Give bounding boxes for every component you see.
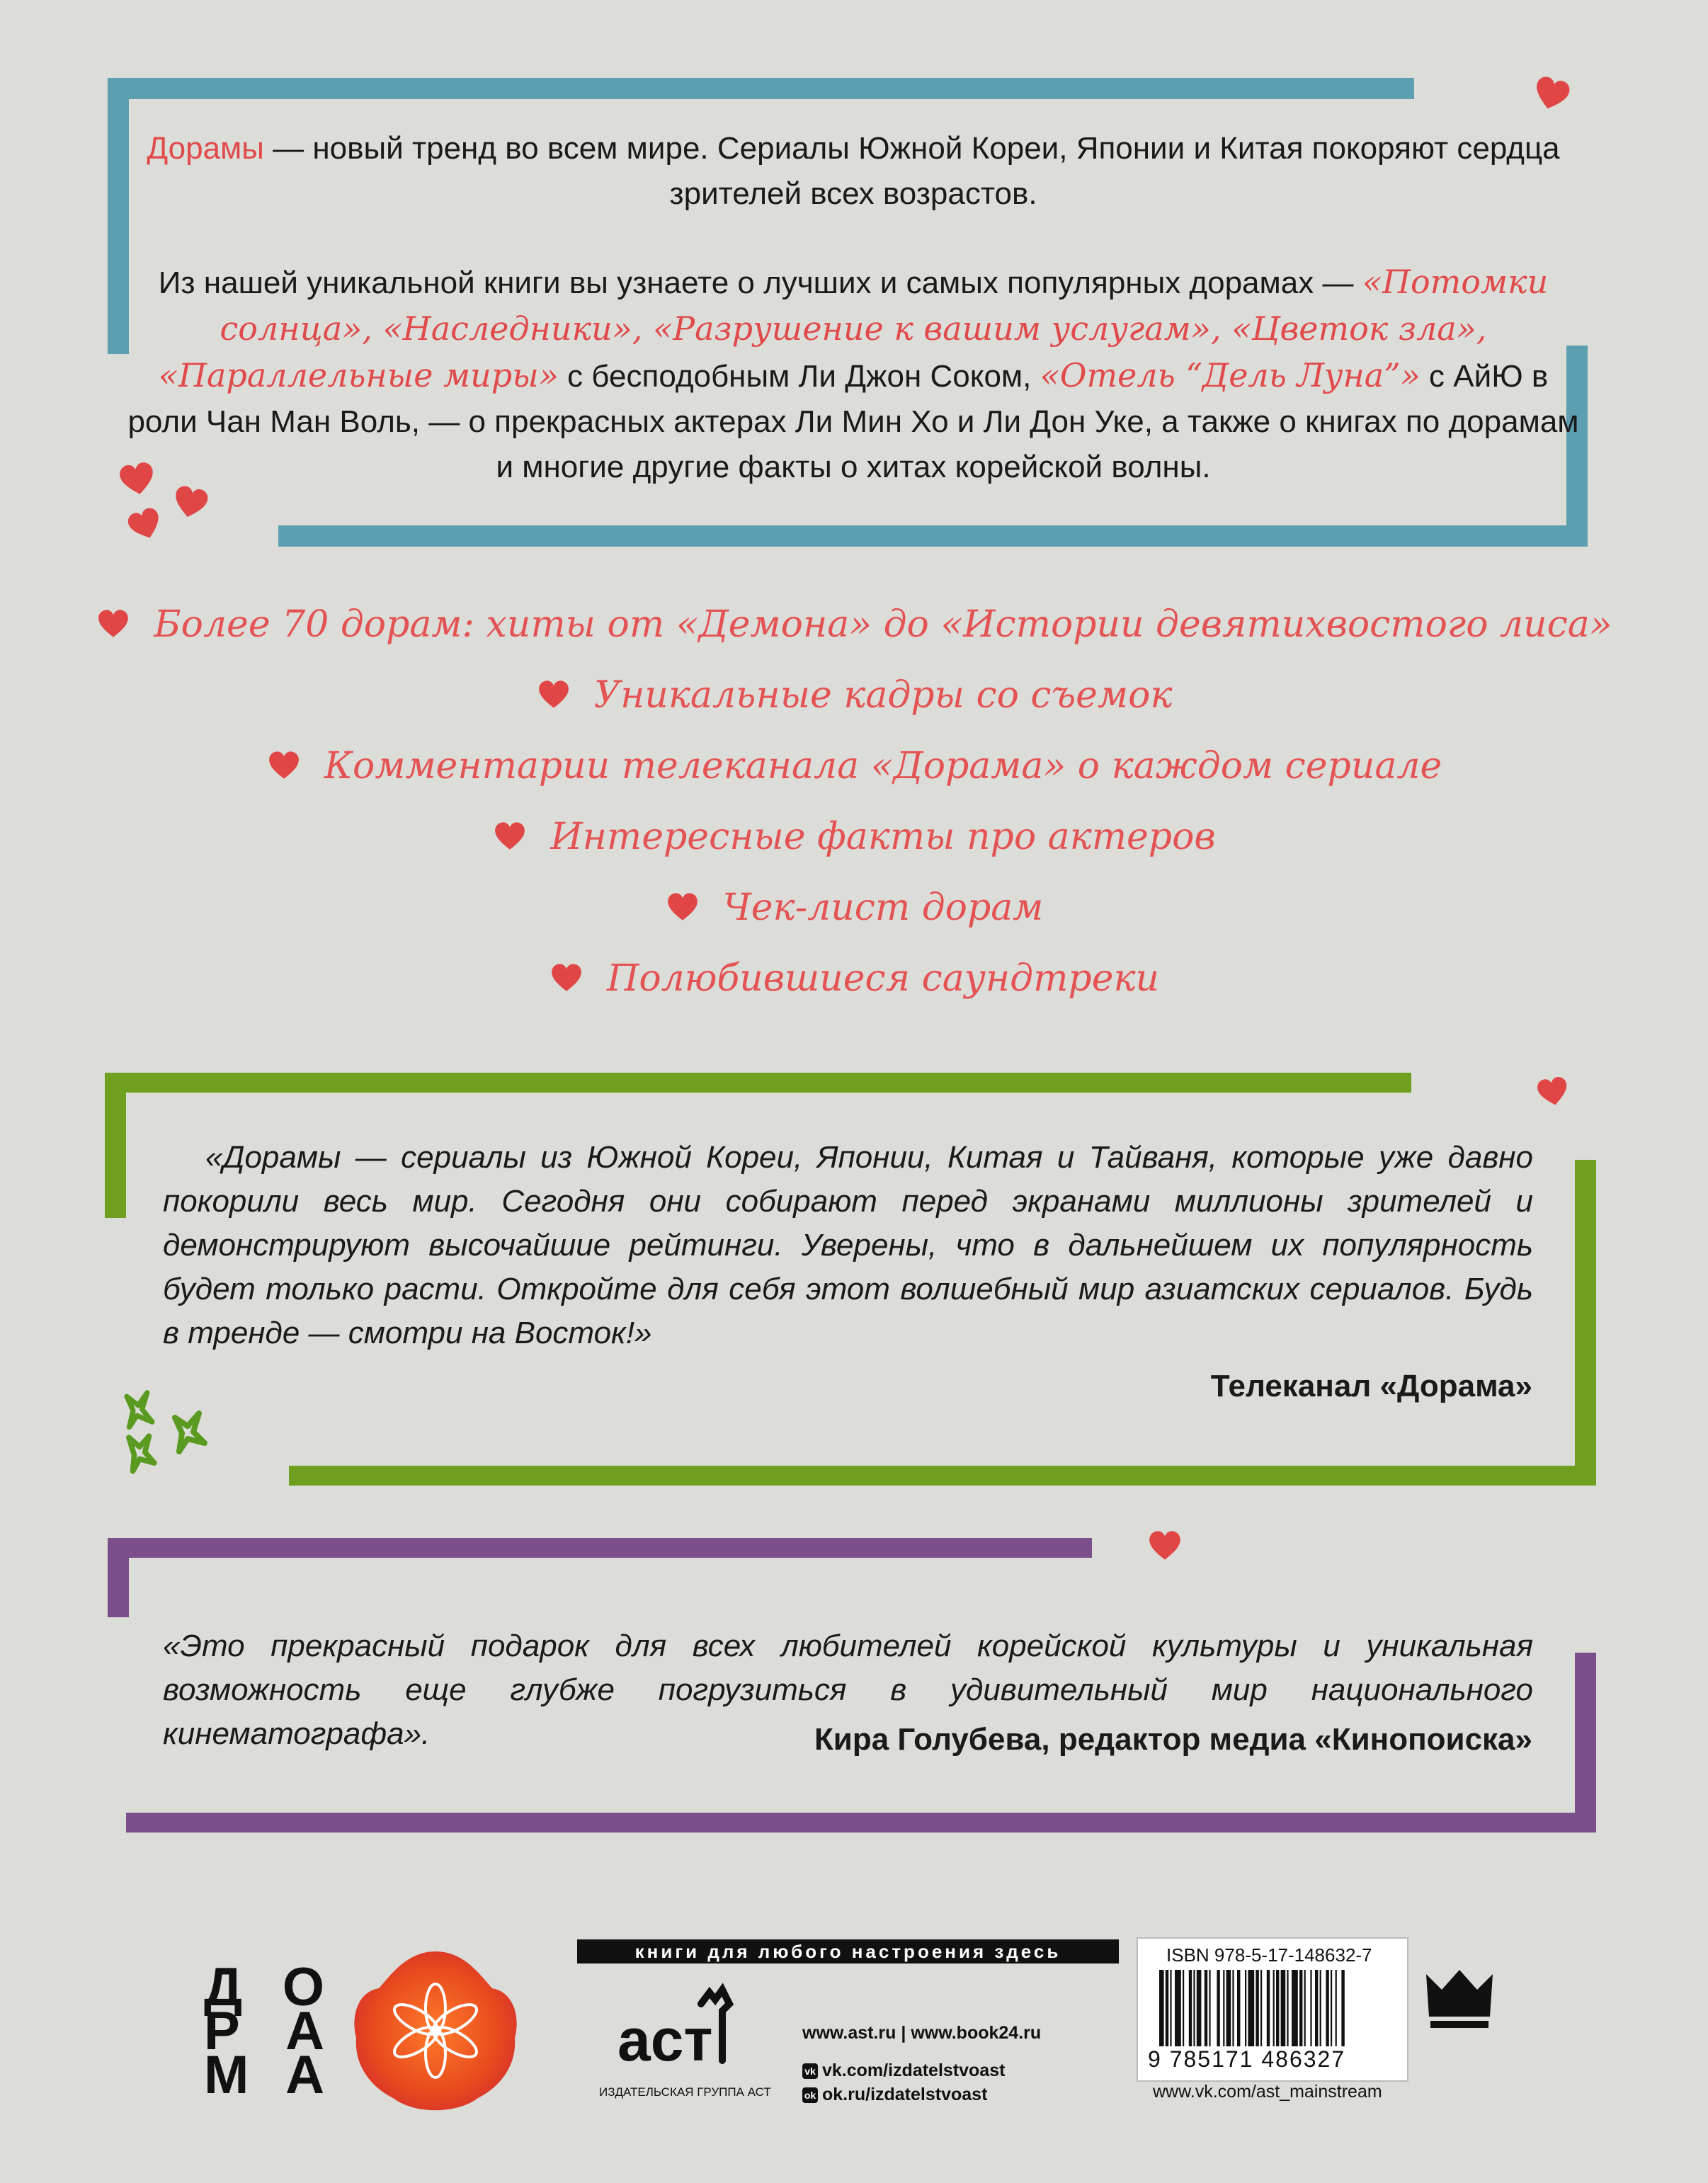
barcode-bar: [1248, 1970, 1254, 2046]
barcode-bar: [1256, 1970, 1258, 2046]
barcode-bar: [1260, 1970, 1262, 2046]
barcode-bar: [1217, 1970, 1219, 2046]
heart-bullet-icon: [266, 750, 302, 781]
barcode-bar: [1304, 1970, 1306, 2046]
feature-label: Чек-лист дорам: [722, 887, 1044, 929]
blue-frame-bottom: [278, 525, 1588, 547]
barcode: [1159, 1970, 1386, 2046]
barcode-bar: [1267, 1970, 1270, 2046]
intro-text: с АйЮ в роли Чан Ман Воль, — о прекрасных актерах Ли Мин Хо и Ли Дон Уке, а также о книгах по дорамам и многие другие факты о хитах корейской волны.: [127, 359, 1579, 484]
barcode-bar: [1232, 1970, 1234, 2046]
feature-item: [0, 674, 1708, 717]
ast-logo: [616, 1983, 758, 2082]
barcode-bar: [1326, 1970, 1328, 2046]
feature-label: Интересные факты про актеров: [550, 816, 1216, 858]
intro-text: Из нашей уникальной книги вы узнаете о лучших и самых популярных дорамах —: [158, 266, 1354, 300]
feature-label: Уникальные кадры со съемок: [593, 674, 1173, 717]
barcode-bar: [1209, 1970, 1210, 2046]
sites-link[interactable]: www.ast.ru | www.book24.ru: [802, 2023, 1042, 2043]
blue-frame-top: [108, 78, 1414, 99]
barcode-bar: [1341, 1970, 1344, 2046]
feature-item: [0, 816, 1708, 858]
purple-frame-left: [108, 1538, 129, 1617]
barcode-bar: [1175, 1970, 1181, 2046]
svg-text:ДО: ДО: [204, 1961, 324, 2017]
green-frame-right: [1575, 1160, 1596, 1486]
barcode-bar: [1189, 1970, 1192, 2046]
barcode-bar: [1193, 1970, 1195, 2046]
barcode-bar: [1310, 1970, 1311, 2046]
intro-highlight: Дорамы: [147, 131, 264, 166]
green-frame-left: [105, 1073, 126, 1218]
blue-frame-left: [108, 78, 129, 354]
barcode-bar: [1320, 1970, 1321, 2046]
barcode-bar: [1287, 1970, 1288, 2046]
ok-label: ok.ru/izdatelstvoast: [822, 2085, 988, 2104]
barcode-bar: [1170, 1970, 1171, 2046]
intro-paragraph-2: [127, 259, 1579, 490]
vk-mainstream-link[interactable]: www.vk.com/ast_mainstream: [1153, 2082, 1382, 2102]
vk-link[interactable]: [802, 2061, 1005, 2081]
heart-icon: [1147, 1529, 1183, 1562]
vk-icon: vk: [802, 2063, 818, 2079]
barcode-bar: [1183, 1970, 1184, 2046]
heart-bullet-icon: [536, 679, 571, 710]
vk-label: vk.com/izdatelstvoast: [822, 2061, 1006, 2080]
barcode-bar: [1336, 1970, 1337, 2046]
barcode-bar: [1197, 1970, 1202, 2046]
sparkle-icon: [117, 1388, 223, 1487]
quote-kinopoisk: «Это прекрасный подарок для всех любителей корейской культуры и уникальная возможность еще глубже погрузиться в удивительный мир национального кинематографа».: [163, 1629, 1533, 1751]
barcode-bar: [1273, 1970, 1275, 2046]
drama-titles: «Потомки солнца», «Наследники», «Разрушение к вашим услугам», «Цветок зла», «Параллельные миры»: [158, 263, 1549, 394]
barcode-bar: [1223, 1970, 1224, 2046]
dorama-logo: [204, 1961, 331, 2094]
purple-frame-bottom: [126, 1813, 1596, 1833]
feature-item: [0, 887, 1708, 929]
intro-paragraph-1: [127, 126, 1579, 217]
barcode-bar: [1226, 1970, 1231, 2046]
barcode-bar: [1205, 1970, 1207, 2046]
barcode-digits: 9 785171 486327: [1148, 2046, 1346, 2072]
heart-bullet-icon: [665, 891, 700, 923]
green-frame-top: [105, 1073, 1411, 1093]
green-frame-bottom: [289, 1466, 1596, 1486]
heart-bullet-icon: [549, 962, 584, 993]
barcode-bar: [1292, 1970, 1298, 2046]
barcode-bar: [1331, 1970, 1332, 2046]
feature-label: Полюбившиеся саундтреки: [606, 957, 1160, 1000]
quote-author: Телеканал «Дорама»: [1210, 1369, 1532, 1403]
purple-frame-top: [108, 1538, 1092, 1558]
ast-caption: ИЗДАТЕЛЬСКАЯ ГРУППА АСТ: [599, 2085, 771, 2099]
ok-icon: ok: [802, 2087, 818, 2103]
drama-title: «Отель “Дель Луна”»: [1040, 356, 1421, 394]
feature-item: [0, 745, 1708, 787]
quote-author: Кира Голубева, редактор медиа «Кинопоиска»: [814, 1722, 1532, 1757]
barcode-bar: [1159, 1970, 1164, 2046]
svg-text:МА: МА: [204, 2045, 324, 2094]
barcode-bar: [1166, 1970, 1168, 2046]
purple-frame-right: [1575, 1653, 1596, 1833]
heart-bullet-icon: [96, 608, 131, 639]
ast-logo-text: аст: [617, 2007, 713, 2073]
isbn-barcode-block: [1137, 1937, 1408, 2082]
slogan-banner: книги для любого настроения здесь: [577, 1939, 1119, 1963]
barcode-bar: [1237, 1970, 1240, 2046]
quote-doramatv: «Дорамы — сериалы из Южной Кореи, Японии, Китая и Тайваня, которые уже давно покорили весь мир. Сегодня они собирают перед экранами миллионы зрителей и демонстрируют высочайшие рейтинги. Уверены, что в дальнейшем их популярность будет только расти. Откройте для себя этот волшебный мир азиатских сериалов. Будь в тренде — смотри на Восток!»: [163, 1140, 1533, 1350]
barcode-bar: [1245, 1970, 1246, 2046]
flower-logo: [347, 1946, 524, 2116]
heart-bullet-icon: [492, 821, 528, 852]
feature-label: Более 70 дорам: хиты от «Демона» до «Истории девятихвостого лиса»: [154, 603, 1612, 646]
feature-label: Комментарии телеканала «Дорама» о каждом сериале: [324, 745, 1442, 787]
crown-icon: [1423, 1967, 1496, 2031]
intro-text: с бесподобным Ли Джон Соком,: [558, 359, 1040, 394]
intro-text: — новый тренд во всем мире. Сериалы Южной Кореи, Японии и Китая покоряют сердца зрителей всех возрастов.: [263, 131, 1560, 211]
feature-item: [0, 957, 1708, 1000]
barcode-bar: [1299, 1970, 1302, 2046]
ok-link[interactable]: [802, 2085, 987, 2105]
feature-item: [0, 603, 1708, 646]
heart-icon: [1529, 72, 1573, 116]
barcode-bar: [1276, 1970, 1279, 2046]
barcode-bar: [1315, 1970, 1318, 2046]
heart-icon: [123, 503, 168, 546]
heart-icon: [1535, 1073, 1572, 1110]
svg-text:РА: РА: [204, 2001, 324, 2061]
isbn-text: ISBN 978-5-17-148632-7: [1166, 1944, 1372, 1966]
barcode-bar: [1281, 1970, 1286, 2046]
